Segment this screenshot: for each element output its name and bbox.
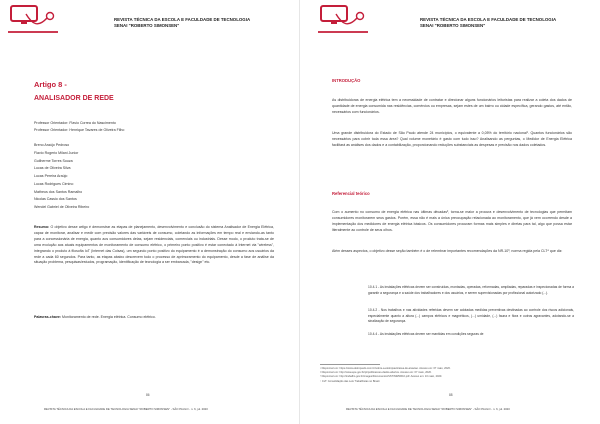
abstract bbox=[34, 225, 274, 266]
footnote-divider bbox=[320, 364, 380, 365]
journal-logo-icon bbox=[8, 4, 58, 38]
keywords-label: Palavras-chave: bbox=[34, 315, 62, 319]
author: Nicolas Cassio dos Santos bbox=[34, 197, 77, 202]
footnotes bbox=[320, 367, 451, 384]
section-heading-references: Referencial teórico bbox=[332, 191, 370, 196]
author: Lucas Pereira Araújo bbox=[34, 174, 68, 178]
citation-10-4-4: 10.4.4 - As instalações elétricas devem ser mantidas em condições seguras de bbox=[368, 332, 484, 336]
journal-header: REVISTA TÉCNICA DA ESCOLA E FACULDADE DE TECNOLOGIA SENAI "ROBERTO SIMONSEN" bbox=[114, 17, 251, 28]
footnote: ² Disponível em: http://www.epe.gov.br/pt/publicacoes-dados-abertos. Acesso em: 07 maio, 2020. bbox=[320, 371, 432, 375]
page-footer-right: REVISTA TÉCNICA DA ESCOLA E FACULDADE DE TECNOLOGIA SENAI "ROBERTO SIMONSEN" - SÃO PAULO - n. 6, jul. 2020 bbox=[346, 407, 510, 411]
author: Lucas Rodrigues Cirnino bbox=[34, 181, 74, 186]
page-number-right: 88 bbox=[449, 393, 453, 397]
page-number-left: 86 bbox=[146, 393, 150, 397]
intro-paragraph-2: Uma grande distribuidora do Estado de São Paulo atende 24 municípios, o equivalente a 0,05% do território nacional¹. Quantos funcionários são necessários para cobrir toda essa área? Qual volume monetário é gasto com tudo isso? Analisando as perguntas, o Medidor de Energia Elétrica facilitará as análises dos dados e a contabilização, proporcionando reduções substanciais as despesas e precisão nos dados coletados. bbox=[332, 131, 572, 147]
section-heading-introduction: INTRODUÇÃO bbox=[332, 78, 361, 83]
abstract-text: O objetivo desse artigo é demonstrar as etapas de planejamento, desenvolvimento e conclusão do sistema Analisador de Energia Elétrica, capaz de monitorar, analisar e medir com precisão valores das variáveis de consumo, coletando as informações em tempo real e enviando-as tanto para a concessionária de energia, quanto aos consumidores delas, sejam residenciais, comerciais ou industriais. Desse modo, o produto trata-se de uma evolução aos atuais equipamentos de monitoramento de consumo elétrico, o primeiro ponto positivo é estar conectado à Internet via "wireless", integrando o produto à filosofia IoT (Internet das Coisas), um segundo ponto positivo do equipamento é a demonstração do consumo aos usuários da rede a cada 60 segundos. Para tanto, as etapas abaixo descrevem todo o processo de aprimoramento do equipamento, desde a fase de análise da situação problema, pesquisas/estudos, programação, identificação de tecnologia a ser embarcada, "design" etc. bbox=[34, 225, 274, 265]
journal-logo-icon bbox=[318, 4, 368, 38]
citation-10-4-1: 10.4.1 - As instalações elétricas devem ser construídas, montadas, operadas, reformadas, ampliadas, reparadas e inspecionadas de forma a garantir a segurança e a saúde dos trabalhadores e dos usuários, e serem supervisionadas por profissional autorizado (...). bbox=[368, 285, 574, 295]
footnote: ⁴ CLT: Consolidação das Leis Trabalhistas no Brasil. bbox=[320, 379, 381, 383]
author: Breno Araújo Pedroso bbox=[34, 143, 70, 147]
reference-paragraph-1: Com o aumento no consumo de energia elétrica nas últimas décadas², torna-se maior a procura e desenvolvimento de tecnologias que permitam consumidores monitorarem seus gastos. Porém, essa não é mais a única preocupação relacionada ao monitoramento, que já vem ocorrendo desde a implementação dos medidores de energia elétrica básicos. Os consumidores procuram formas mais simples e diretas para tal, algo que possa estar literalmente ao controle de seus olhos. bbox=[332, 210, 572, 232]
author-list bbox=[34, 142, 89, 212]
author: Matheus dos Santos Ramalho bbox=[34, 189, 83, 194]
page-footer-left: REVISTA TÉCNICA DA ESCOLA E FACULDADE DE TECNOLOGIA SENAI "ROBERTO SIMONSEN" - SÃO PAULO - n. 6, jul. 2020 bbox=[44, 407, 208, 411]
reference-paragraph-2: Além desses aspectos, o objetivo desse seção também é o de relembrar importantes recomendações da NR-10³, norma regida pela CLT⁴ que diz: bbox=[332, 249, 563, 253]
professor-1: Professor Orientador: Flavio Correa do Nascimento bbox=[34, 121, 116, 125]
abstract-label: Resumo: bbox=[34, 225, 50, 229]
author: Flavio Rogerio Milani Junior bbox=[34, 150, 79, 155]
journal-header: REVISTA TÉCNICA DA ESCOLA E FACULDADE DE TECNOLOGIA SENAI "ROBERTO SIMONSEN" bbox=[420, 17, 557, 28]
author: Lucas de Oliveira Silva bbox=[34, 166, 71, 171]
keywords-text: Monitoramento de rede. Energia elétrica. Consumo elétrico. bbox=[62, 315, 156, 319]
footnote: ¹ Disponível em: https://www.eletropaulo.com.br/sobre-a-eletropaulo/area-de-atuacao. Acesso em: 07 maio, 2020. bbox=[320, 367, 451, 370]
article-title: ANALISADOR DE REDE bbox=[34, 95, 114, 102]
author: Wendel Gabriel de Oliveira Ribeiro bbox=[34, 205, 90, 209]
citation-10-4-2: 10.4.2 - Nos trabalhos e nas atividades referidas devem ser adotadas medidas preventivas destinadas ao controle dos riscos adicionais, especialmente quanto a altura (...) campos elétricos e magnéticos, (...) umidade, (...) fauna e flora e outros agravantes, adotando-se a sinalização de segurança. bbox=[368, 308, 574, 323]
intro-paragraph-1: As distribuidoras de energia elétrica tem a necessidade de contratar e direcionar alguns funcionários leituristas para realizar a coleta dos dados de quantidade de energia consumida nas residências, comércios ou empresas, sejam estes de um bairro ou cidade específica, gerando gastos, até então, necessários com funcionários. bbox=[332, 98, 572, 114]
professor-2: Professor Orientador: Henrique Tavares de Oliveira Filho bbox=[34, 128, 125, 132]
article-label: Artigo 8 - bbox=[34, 80, 67, 89]
footnote: ³ Disponível em: http://trabalho.gov.br/images/Documentos/SST/NR/NR10.pdf. Acesso em: 10 maio, 2020. bbox=[320, 375, 443, 379]
keywords bbox=[34, 315, 274, 321]
author: Guilherme Torres Souza bbox=[34, 158, 73, 163]
